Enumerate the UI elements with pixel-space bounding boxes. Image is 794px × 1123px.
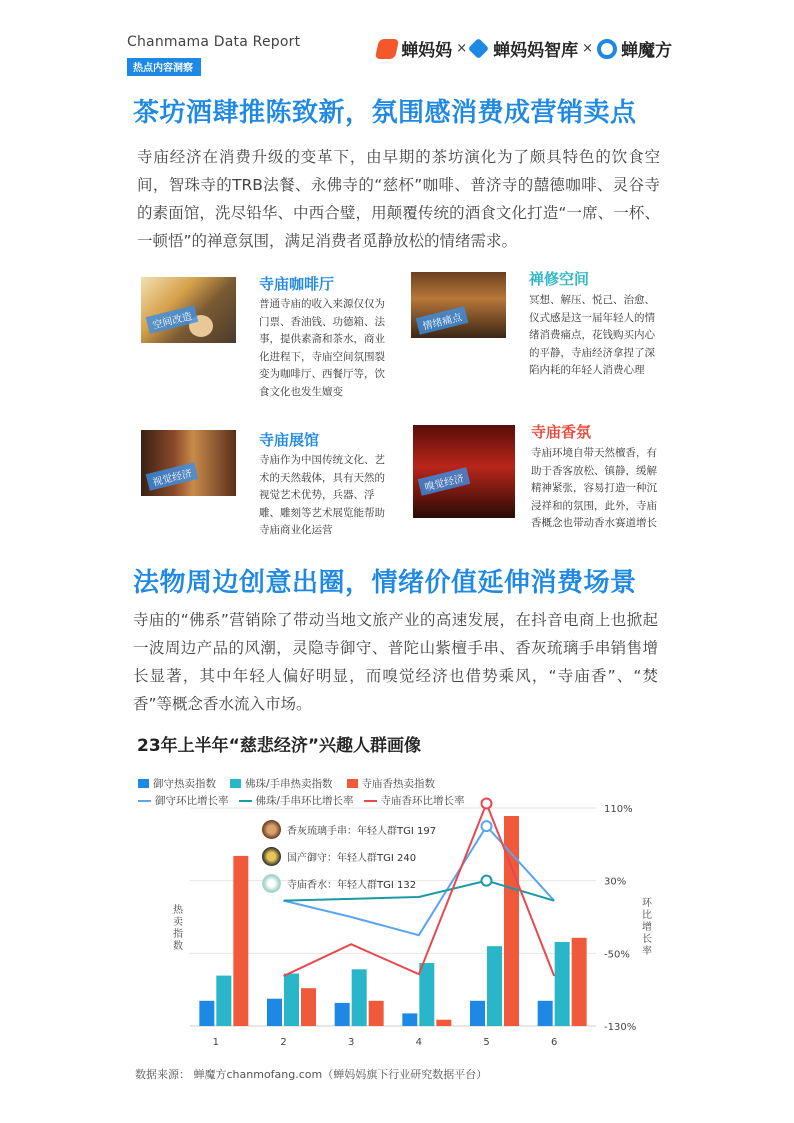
y-right-tick-label: 30% xyxy=(604,876,627,888)
chart-annotations xyxy=(262,820,436,893)
card-title-meditation: 禅修空间 xyxy=(529,270,590,288)
bar-0 xyxy=(335,1003,350,1026)
peak-marker xyxy=(482,798,492,808)
y-axis-left-label: 热卖指数 xyxy=(173,905,183,952)
bar-2 xyxy=(369,1001,384,1026)
peak-marker xyxy=(482,821,492,831)
bar-1 xyxy=(419,963,434,1026)
bar-2 xyxy=(301,988,316,1026)
y-right-tick-label: -50% xyxy=(604,949,630,961)
section2-title: 法物周边创意出圈，情绪价值延伸消费场景 xyxy=(133,568,637,598)
bar-0 xyxy=(267,999,282,1026)
bar-2 xyxy=(436,1020,451,1026)
bar-0 xyxy=(402,1013,417,1026)
x-tick-label: 1 xyxy=(212,1037,220,1048)
x-tick-label: 5 xyxy=(483,1037,490,1048)
section2-paragraph: 寺庙的“佛系”营销除了带动当地文旅产业的高速发展，在抖音电商上也掀起一波周边产品的风潮，灵隐寺御守、普陀山紫檀手串、香灰琉璃手串销售增长显著，其中年轻人偏好明显，而嗅觉经济也借势乘风，“寺庙香”、“焚香”等概念香水流入市场。 xyxy=(133,611,658,713)
section1-paragraph: 寺庙经济在消费升级的变革下，由早期的茶坊演化为了颇具特色的饮食空间，智珠寺的TRB法餐、永佛寺的“慈杯”咖啡、普济寺的囍德咖啡、灵谷寺的素面馆，洗尽铅华、中西合璧，用颠覆传统的酒食文化打造“一席、一杯、一顿悟”的禅意氛围，满足消费者觅静放松的情绪需求。 xyxy=(137,148,660,250)
annotation-item: 国产御守：年轻人群TGI 240 xyxy=(262,847,436,866)
brand-separator: × xyxy=(456,41,468,56)
legend-item: 寺庙香环比增长率 xyxy=(364,793,465,808)
bar-1 xyxy=(216,976,231,1026)
bar-2 xyxy=(572,938,587,1026)
legend-item: 佛珠/手串环比增长率 xyxy=(239,793,354,808)
card-text-temple-incense: 寺庙环境自带天然檀香，有助于香客放松、镇静，缓解精神紧张，容易打造一种沉浸祥和的氛围，此外，寺庙香概念也带动香水赛道增长 xyxy=(531,447,657,529)
bar-0 xyxy=(470,1001,485,1026)
data-source: 数据来源： 蝉魔方chanmofang.com（蝉妈妈旗下行业研究数据平台） xyxy=(135,1068,488,1081)
brand-separator: × xyxy=(582,41,593,56)
bar-2 xyxy=(233,856,248,1026)
legend-item: 佛珠/手串热卖指数 xyxy=(230,776,333,791)
legend-item: 御守热卖指数 xyxy=(138,776,216,791)
bar-1 xyxy=(555,942,570,1026)
card-title-temple-incense: 寺庙香氛 xyxy=(531,423,592,441)
y-right-tick-label: 110% xyxy=(604,804,633,815)
image-label: 视觉经济 xyxy=(146,462,199,491)
perfume-icon xyxy=(262,874,281,893)
image-label: 嗅觉经济 xyxy=(418,467,471,496)
bar-1 xyxy=(284,974,299,1027)
annotation-item: 寺庙香水：年轻人群TGI 132 xyxy=(262,874,436,893)
card-text-temple-cafe: 普通寺庙的收入来源仅仅为门票、香油钱、功德箱、法事，提供素斋和茶水，商业化进程下，寺庙空间氛围裂变为咖啡厅、西餐厅等，饮食文化也发生嬗变 xyxy=(259,298,385,398)
bar-1 xyxy=(487,946,502,1026)
y-right-tick-label: -130% xyxy=(604,1022,637,1033)
brand-zhiku: 蝉妈妈智库 xyxy=(493,41,579,61)
chart-title: 23年上半年“慈悲经济”兴趣人群画像 xyxy=(137,736,422,756)
section-tag: 热点内容洞察 xyxy=(127,58,201,76)
card-text-meditation: 冥想、解压、悦己、治愈、仪式感是这一届年轻人的情绪消费痛点，花钱购买内心的平静，寺庙经济拿捏了深陷内耗的年轻人消费心理 xyxy=(529,294,655,376)
report-title: Chanmama Data Report xyxy=(127,34,301,50)
brand-chanmofang: 蝉魔方 xyxy=(621,41,672,61)
bar-0 xyxy=(199,1001,214,1026)
card-text-temple-museum: 寺庙作为中国传统文化、艺术的天然载体，具有天然的视觉艺术优势，兵器、浮雕、雕刻等艺术展览能帮助寺庙商业化运营 xyxy=(259,454,385,536)
legend-item: 御守环比增长率 xyxy=(138,793,229,808)
x-tick-label: 3 xyxy=(347,1037,355,1048)
y-axis-right-label: 环比增长率 xyxy=(642,898,652,957)
section1-title: 茶坊酒肆推陈致新，氛围感消费成营销卖点 xyxy=(133,98,637,128)
peak-marker xyxy=(482,876,492,886)
card-title-temple-museum: 寺庙展馆 xyxy=(259,431,320,449)
legend-item: 寺庙香热卖指数 xyxy=(347,776,436,791)
image-label: 空间改造 xyxy=(146,305,199,334)
annotation-item: 香灰琉璃手串：年轻人群TGI 197 xyxy=(262,820,436,839)
x-tick-label: 6 xyxy=(550,1037,558,1048)
bracelet-icon xyxy=(262,820,281,839)
x-tick-label: 4 xyxy=(415,1037,423,1048)
brand-chanmama: 蝉妈妈 xyxy=(401,41,453,61)
bar-0 xyxy=(538,1001,553,1026)
x-tick-label: 2 xyxy=(280,1037,287,1048)
bar-1 xyxy=(352,969,367,1026)
image-label: 情绪痛点 xyxy=(416,306,469,335)
card-title-temple-cafe: 寺庙咖啡厅 xyxy=(259,275,335,293)
amulet-icon xyxy=(262,847,281,866)
